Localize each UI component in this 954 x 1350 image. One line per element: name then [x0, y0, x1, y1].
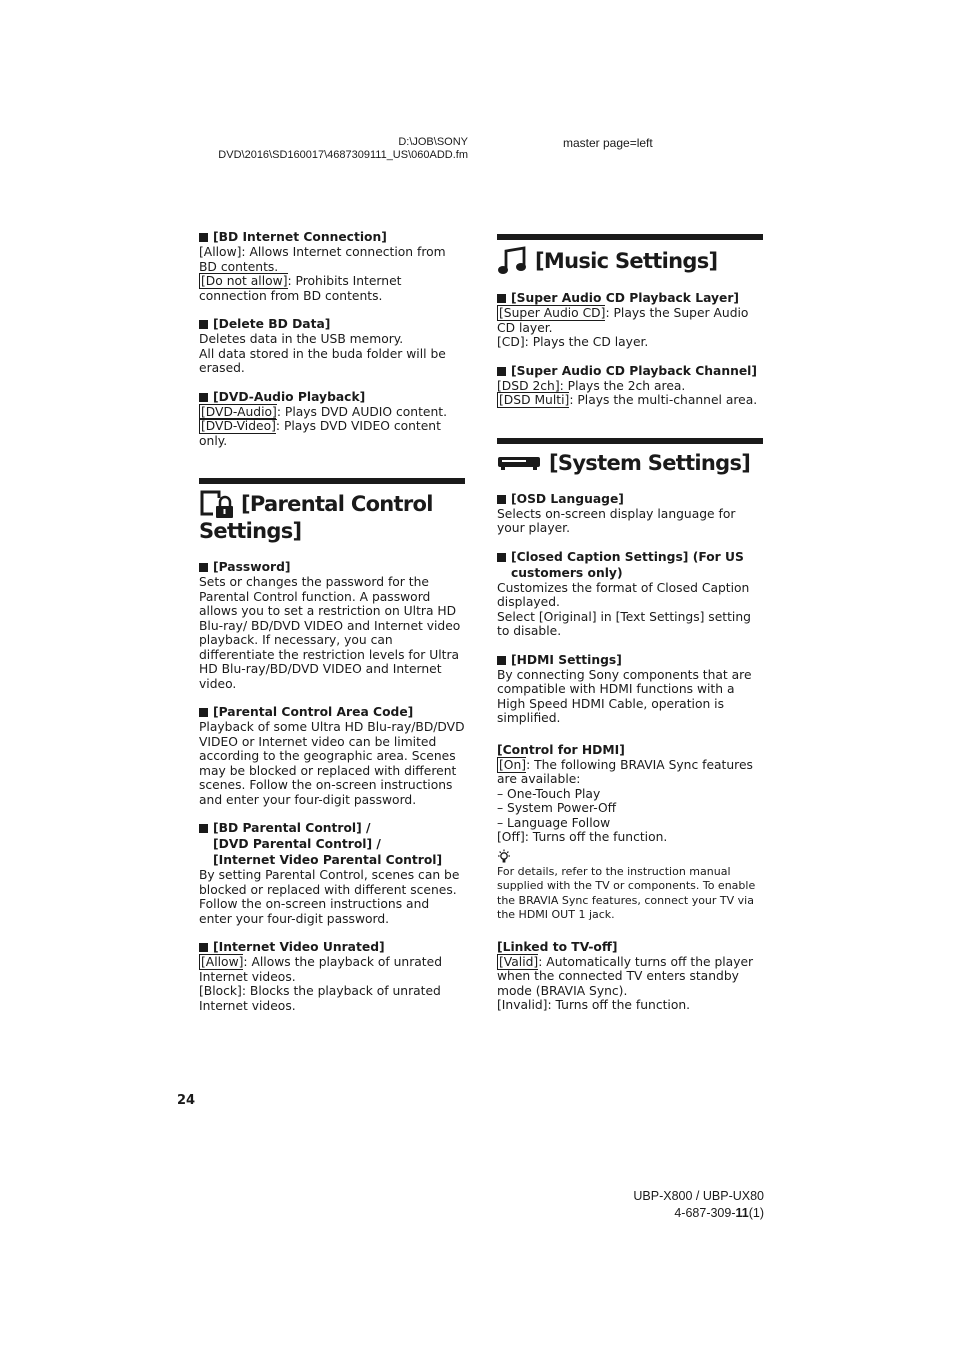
section-title: [System Settings] — [549, 450, 751, 475]
item-text: [Super Audio CD]: Plays the Super Audio CD layer. [CD]: Plays the CD layer. — [497, 306, 749, 349]
item-text: Deletes data in the USB memory. All data stored in the buda folder will be erased. — [199, 332, 446, 375]
item-internet-unrated — [199, 939, 465, 1013]
item-heading: [BD Parental Control] / [DVD Parental Control] / [Internet Video Parental Control] — [199, 820, 465, 868]
item-delete-bd — [199, 316, 465, 376]
document-code: 4-687-309-11(1) — [674, 1206, 764, 1220]
parental-lock-icon — [199, 490, 233, 518]
item-heading: [Super Audio CD Playback Channel] — [497, 363, 763, 379]
bullet-square-icon — [199, 708, 208, 717]
item-text: Customizes the format of Closed Caption displayed. Select [Original] in [Text Settings] setting to disable. — [497, 580, 751, 638]
left-column — [199, 229, 465, 1026]
item-heading: [Super Audio CD Playback Layer] — [497, 290, 763, 306]
page-number: 24 — [177, 1093, 196, 1108]
bullet-square-icon — [497, 495, 506, 504]
item-text: Playback of some Ultra HD Blu-ray/BD/DVD VIDEO or Internet video can be limited according to the geographic area. Scenes may be blocked or replaced with different scenes. Follow the on-screen instructions and enter your four-digit password. — [199, 720, 465, 807]
item-text: [Allow]: Allows Internet connection from BD contents. [Do not allow]: Prohibits Internet connection from BD contents. — [199, 245, 446, 303]
hint-note: For details, refer to the instruction manual supplied with the TV or components. To enable the BRAVIA Sync features, connect your TV via the HDMI OUT 1 jack. — [497, 864, 756, 921]
right-column — [497, 234, 763, 1026]
section-title-line-2: Settings] — [199, 519, 302, 543]
item-heading: [BD Internet Connection] — [199, 229, 465, 245]
music-note-icon — [497, 246, 527, 276]
music-settings-section-header — [497, 234, 763, 276]
default-option-label: [Super Audio CD] — [499, 306, 606, 320]
item-sacd-channel — [497, 363, 763, 408]
bullet-square-icon — [497, 294, 506, 303]
option-label: [DVD-Video] — [201, 419, 276, 433]
item-text: Sets or changes the password for the Parental Control function. A password allows you to set a restriction on Ultra HD Blu-ray/ BD/DVD VIDEO and Internet video playback. If necessary, you can differentiate the restriction levels for Ultra HD Blu-ray/BD/DVD VIDEO and Internet video. — [199, 575, 461, 691]
file-path-line-2: DVD\2016\SD160017\4687309111_US\060ADD.fm — [218, 148, 468, 161]
item-heading: [Delete BD Data] — [199, 316, 465, 332]
item-sacd-layer — [497, 290, 763, 350]
model-name: UBP-X800 / UBP-UX80 — [633, 1189, 764, 1203]
footer-model-info — [560, 1188, 764, 1222]
header-master-page: master page=left — [563, 136, 653, 150]
default-option-label: [Do not allow] — [201, 274, 288, 288]
subheading: [Linked to TV-off] — [497, 939, 618, 954]
item-text: By connecting Sony components that are compatible with HDMI functions with a High Speed HDMI Cable, operation is simplified. — [497, 667, 752, 725]
item-text: [DVD-Audio]: Plays DVD AUDIO content. [DVD-Video]: Plays DVD VIDEO content only. — [199, 404, 447, 448]
default-option-label: [Allow] — [201, 955, 244, 969]
player-device-icon — [497, 452, 541, 474]
item-heading: [OSD Language] — [497, 491, 763, 507]
item-text: [On]: The following BRAVIA Sync features are available: – One-Touch Play – System Power-Off – Language Follow [Off]: Turns off the function. — [497, 757, 753, 844]
item-bd-parental — [199, 820, 465, 926]
item-dvd-audio — [199, 389, 465, 449]
item-linked-tv-off — [497, 939, 763, 1013]
bullet-square-icon — [497, 656, 506, 665]
item-heading: [HDMI Settings] — [497, 652, 763, 668]
item-text: [Allow]: Allows the playback of unrated Internet videos. [Block]: Blocks the playback of unrated Internet videos. — [199, 955, 443, 1013]
item-closed-caption — [497, 549, 763, 639]
item-heading: [DVD-Audio Playback] — [199, 389, 465, 405]
bullet-square-icon — [199, 320, 208, 329]
bullet-square-icon — [497, 367, 506, 376]
file-path-line-1: D:\JOB\SONY — [398, 136, 468, 148]
system-settings-section-header — [497, 438, 763, 477]
bullet-square-icon — [199, 563, 208, 572]
section-title-line-1: [Parental Control — [241, 491, 433, 516]
lightbulb-hint-icon — [497, 849, 511, 864]
item-heading: [Password] — [199, 559, 465, 575]
item-heading: [Internet Video Unrated] — [199, 939, 465, 955]
item-hdmi-settings — [497, 652, 763, 726]
item-heading: [Closed Caption Settings] (For US customers only) — [497, 549, 763, 581]
bullet-square-icon — [199, 824, 208, 833]
item-text: [Valid]: Automatically turns off the player when the connected TV enters standby mode (BRAVIA Sync). [Invalid]: Turns off the function. — [497, 954, 754, 1012]
item-password — [199, 559, 465, 691]
bullet-square-icon — [199, 943, 208, 952]
parental-control-section-header — [199, 478, 465, 545]
item-text: By setting Parental Control, scenes can be blocked or replaced with different scenes. Follow the on-screen instructions and enter your four-digit password. — [199, 868, 460, 926]
item-bd-internet — [199, 229, 465, 303]
bullet-square-icon — [199, 393, 208, 402]
default-option-label: [DSD Multi] — [499, 393, 570, 407]
default-option-label: [On] — [499, 757, 527, 772]
subheading: [Control for HDMI] — [497, 742, 625, 757]
item-area-code — [199, 704, 465, 807]
option-label: [Allow] — [199, 245, 242, 259]
bullet-square-icon — [497, 553, 506, 562]
item-text: Selects on-screen display language for your player. — [497, 506, 736, 535]
section-title: [Music Settings] — [535, 248, 718, 273]
default-option-label: [Valid] — [499, 954, 539, 969]
item-control-for-hdmi — [497, 742, 763, 923]
item-heading: [Parental Control Area Code] — [199, 704, 465, 720]
default-option-label: [DVD-Audio] — [201, 404, 277, 419]
item-text: [DSD 2ch]: Plays the 2ch area. [DSD Multi]: Plays the multi-channel area. — [497, 378, 758, 407]
header-file-path — [190, 136, 468, 161]
item-osd-language — [497, 491, 763, 536]
bullet-square-icon — [199, 233, 208, 242]
